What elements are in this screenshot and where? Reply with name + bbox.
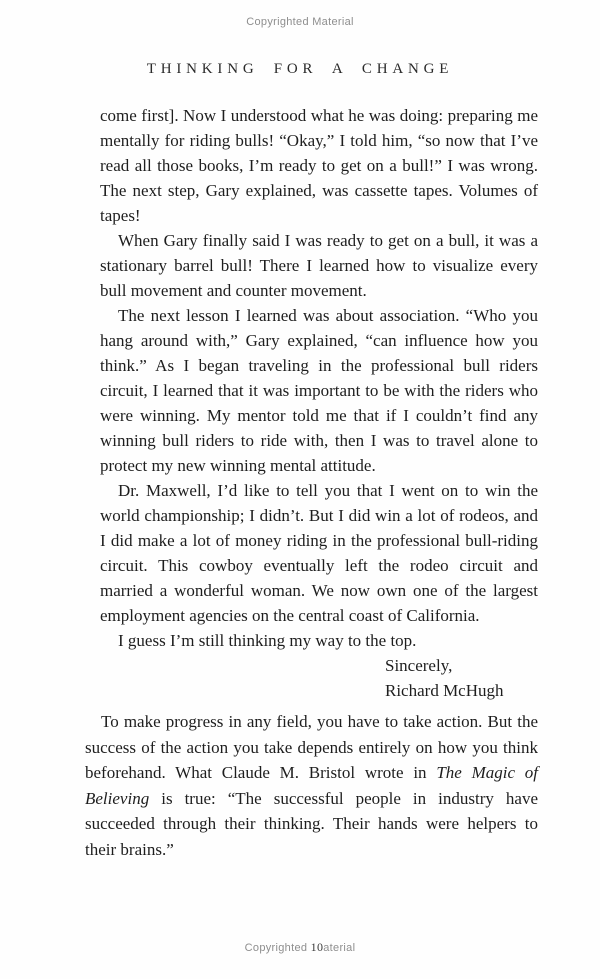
letter-paragraph: come first]. Now I understood what he was doing: preparing me mentally for riding bulls! “Okay,” I told him, “so now that I’ve read all those books, I’m ready to get on a bull!” I was wrong. The next step, Gary explained, was cassette tapes. Volumes of tapes! <box>100 106 538 225</box>
page-footer <box>0 940 600 955</box>
closing-text-before-title: To make progress in any field, you have to take action. But the success of the action you take depends entirely on how you think beforehand. What Claude M. Bristol wrote in <box>85 712 538 782</box>
letter-body <box>100 103 538 703</box>
copyright-notice-top: Copyrighted Material <box>246 16 354 28</box>
book-title-italic: The Magic of Believing <box>85 763 538 808</box>
copyright-notice-bottom-suffix: aterial <box>323 942 356 954</box>
running-head-title: THINKING FOR A CHANGE <box>146 61 454 77</box>
closing-text-after-title: is true: “The successful people in industry have succeeded through their thinking. Their hands were helpers to their brains.” <box>85 788 538 859</box>
letter-paragraph: When Gary finally said I was ready to get on a bull, it was a stationary barrel bull! There I learned how to visualize every bull movement and counter movement. <box>100 231 538 300</box>
closing-paragraph <box>85 709 538 862</box>
letter-paragraph: I guess I’m still thinking my way to the top. <box>118 631 417 650</box>
letter-paragraph: Dr. Maxwell, I’d like to tell you that I went on to win the world championship; I didn’t. But I did win a lot of rodeos, and I did make a lot of money riding in the professional bull-riding circuit. This cowboy eventually left the rodeo circuit and married a wonderful woman. We now own one of the largest employment agencies on the central coast of California. <box>100 481 538 625</box>
signoff-line: Sincerely, <box>385 656 453 675</box>
letter-paragraph: The next lesson I learned was about association. “Who you hang around with,” Gary explained, “can influence how you think.” As I began traveling in the professional bull riders circuit, I learned that it was important to be with the riders who were winning. My mentor told me that if I couldn’t find any winning bull riders to ride with, then I was to travel alone to protect my new winning mental attitude. <box>100 306 538 475</box>
signature-name: Richard McHugh <box>385 681 504 700</box>
letter-signoff <box>385 653 538 703</box>
copyright-notice-bottom-prefix: Copyrighted <box>244 942 311 954</box>
page-number: 10 <box>310 940 324 954</box>
